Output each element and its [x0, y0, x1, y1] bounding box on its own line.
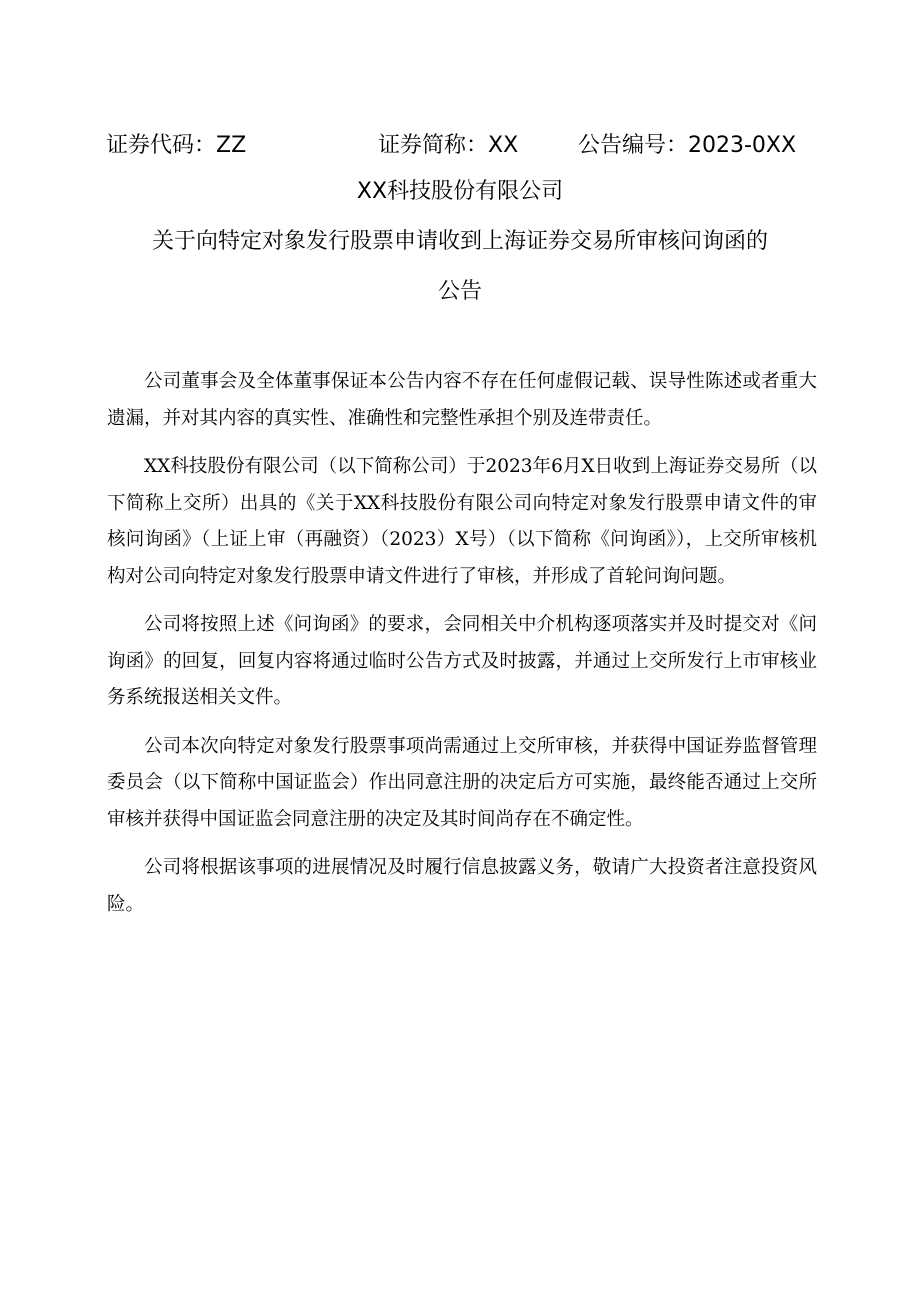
announcement-number: 公告编号：2023-0XX [578, 133, 797, 158]
paragraph-risk-notice: 公司将根据该事项的进展情况及时履行信息披露义务，敬请广大投资者注意投资风险。 [107, 857, 817, 915]
security-code: 证券代码：ZZ [106, 133, 247, 158]
security-abbreviation: 证券简称：XX [378, 133, 519, 158]
paragraph-inquiry-received: XX科技股份有限公司（以下简称公司）于2023年6月X日收到上海证券交易所（以下简称上交所）出具的《关于XX科技股份有限公司向特定对象发行股票申请文件的审核问询函》（上证上审（再融资）（2023）X号）（以下简称《问询函》），上交所审核机构对公司向特定对象发行股票申请文件进行了审核，并形成了首轮问询问题。 [107, 456, 817, 587]
paragraph-approval-uncertainty: 公司本次向特定对象发行股票事项尚需通过上交所审核，并获得中国证券监督管理委员会（以下简称中国证监会）作出同意注册的决定后方可实施，最终能否通过上交所审核并获得中国证监会同意注册的决定及其时间尚存在不确定性。 [107, 735, 817, 830]
announcement-title-line-2: 公告 [437, 279, 482, 304]
company-name: XX科技股份有限公司 [356, 179, 564, 204]
announcement-title-line-1: 关于向特定对象发行股票申请收到上海证券交易所审核问询函的 [151, 229, 768, 254]
paragraph-response-plan: 公司将按照上述《问询函》的要求，会同相关中介机构逐项落实并及时提交对《问询函》的回复，回复内容将通过临时公告方式及时披露，并通过上交所发行上市审核业务系统报送相关文件。 [107, 614, 817, 708]
paragraph-board-guarantee: 公司董事会及全体董事保证本公告内容不存在任何虚假记载、误导性陈述或者重大遗漏，并对其内容的真实性、准确性和完整性承担个别及连带责任。 [107, 371, 817, 429]
announcement-body [107, 364, 817, 935]
announcement-header [0, 130, 920, 162]
